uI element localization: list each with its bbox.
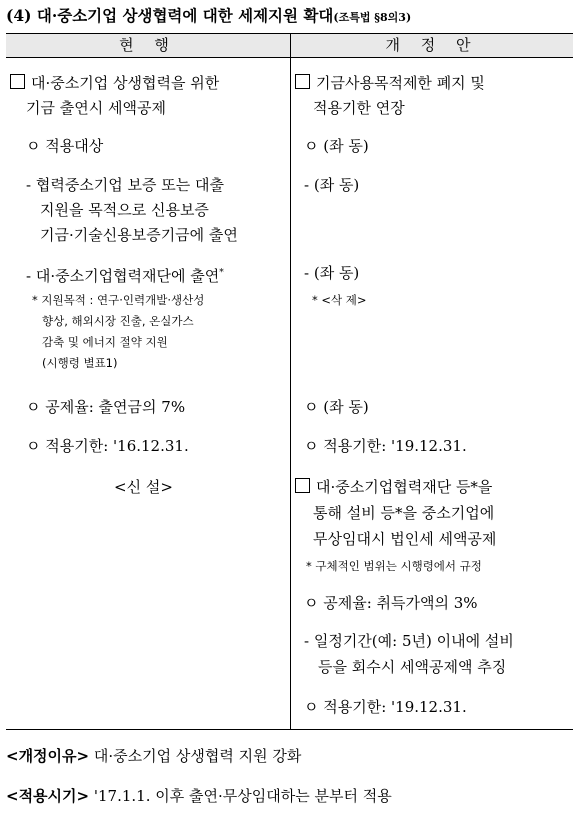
revised-new-item: 대·중소기업협력재단 등*을 bbox=[295, 476, 492, 498]
revised-dash2: - (좌 동) bbox=[304, 264, 360, 282]
section-title bbox=[6, 4, 411, 26]
amendment-reason bbox=[6, 745, 301, 766]
current-note-line3: 감축 및 에너지 절약 지원 bbox=[42, 335, 168, 349]
comparison-table bbox=[6, 33, 573, 730]
current-note-line2: 향상, 해외시장 진출, 온실가스 bbox=[42, 314, 194, 328]
current-dash1-line1: - 협력중소기업 보증 또는 대출 bbox=[26, 176, 225, 194]
checkbox-square-icon bbox=[295, 478, 310, 493]
section-title-ref: (조특법 §8의3) bbox=[333, 11, 412, 24]
revised-new-deadline: ㅇ 적용기한: '19.12.31. bbox=[304, 698, 467, 716]
current-deadline: ㅇ 적용기한: '16.12.31. bbox=[26, 437, 189, 455]
current-dash1-line2: 지원을 목적으로 신용보증 bbox=[40, 201, 209, 219]
timing-text: '17.1.1. 이후 출연·무상임대하는 분부터 적용 bbox=[93, 787, 392, 805]
application-timing bbox=[6, 785, 392, 806]
revised-rate: ㅇ (좌 동) bbox=[304, 398, 369, 416]
header-current: 현 행 bbox=[119, 36, 177, 54]
current-item1-line2: 기금 출연시 세액공제 bbox=[26, 99, 166, 117]
current-note-line4: (시행령 별표1) bbox=[42, 356, 118, 370]
revised-new-line3: 무상임대시 법인세 세액공제 bbox=[313, 530, 497, 548]
revised-new-line2: 통해 설비 등*을 중소기업에 bbox=[313, 504, 495, 522]
column-divider bbox=[290, 34, 291, 729]
current-dash1-line3: 기금·기술신용보증기금에 출연 bbox=[40, 226, 238, 244]
current-new: <신 설> bbox=[114, 478, 173, 496]
revised-new-dash-line1: - 일정기간(예: 5년) 이내에 설비 bbox=[304, 632, 514, 650]
revised-deadline: ㅇ 적용기한: '19.12.31. bbox=[304, 437, 467, 455]
reason-text: 대·중소기업 상생협력 지원 강화 bbox=[93, 747, 302, 765]
revised-new-note: * 구체적인 범위는 시행령에서 규정 bbox=[306, 559, 482, 573]
current-target: ㅇ 적용대상 bbox=[26, 137, 104, 155]
revised-note-deleted: * <삭 제> bbox=[312, 293, 367, 307]
revised-item1: 기금사용목적제한 폐지 및 bbox=[295, 72, 485, 94]
current-note-line1: * 지원목적 : 연구·인력개발·생산성 bbox=[32, 293, 205, 307]
timing-label: <적용시기> bbox=[6, 787, 90, 805]
checkbox-square-icon bbox=[10, 74, 25, 89]
header-revised: 개 정 안 bbox=[385, 36, 479, 54]
revised-new-rate: ㅇ 공제율: 취득가액의 3% bbox=[304, 594, 478, 612]
revised-new-dash-line2: 등을 회수시 세액공제액 추징 bbox=[318, 658, 507, 676]
current-item1: 대·중소기업 상생협력을 위한 bbox=[10, 72, 219, 94]
revised-dash1: - (좌 동) bbox=[304, 176, 360, 194]
checkbox-square-icon bbox=[295, 74, 310, 89]
reason-label: <개정이유> bbox=[6, 747, 90, 765]
current-dash2: - 대·중소기업협력재단에 출연* bbox=[26, 267, 224, 285]
section-title-main: (4) 대·중소기업 상생협력에 대한 세제지원 확대 bbox=[6, 6, 334, 25]
current-rate: ㅇ 공제율: 출연금의 7% bbox=[26, 398, 186, 416]
revised-item1-line2: 적용기한 연장 bbox=[313, 99, 405, 117]
revised-target: ㅇ (좌 동) bbox=[304, 137, 369, 155]
